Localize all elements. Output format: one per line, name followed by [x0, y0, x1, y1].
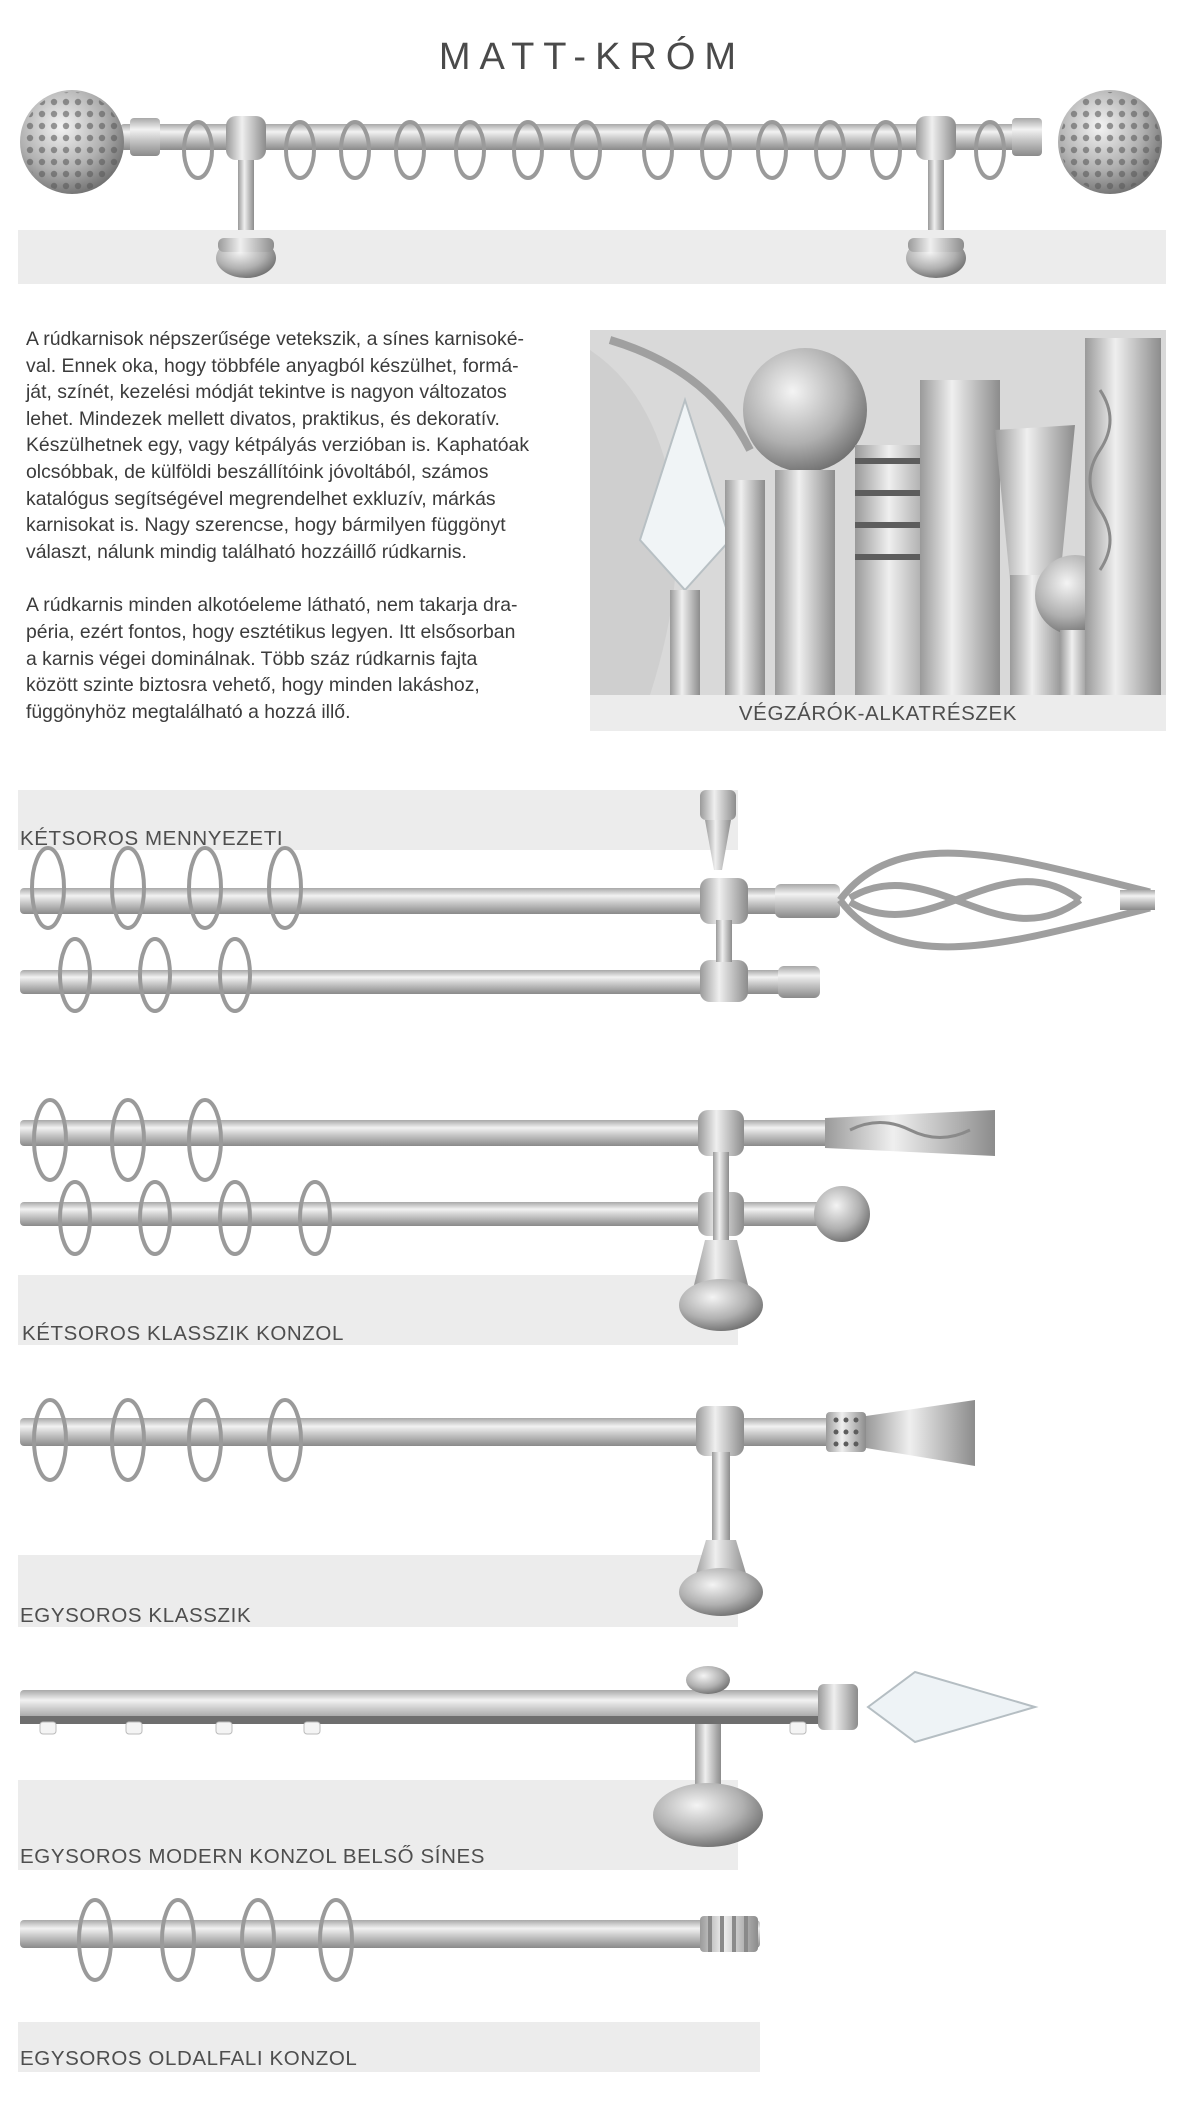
section-label-ketsoros-klasszik-konzol: KÉTSOROS KLASSZIK KONZOL — [22, 1322, 344, 1345]
hero-rod-image — [0, 0, 1184, 300]
section-label-egysoros-klasszik: EGYSOROS KLASSZIK — [20, 1604, 252, 1627]
intro-paragraph-2: A rúdkarnis minden alkotóeleme látható, nem takarja dra-péria, ezért fontos, hogy esztétikus legyen. Itt elsősorban a karnis végei dominálnak. Több száz rúdkarnis fajta között szinte biztosra vehető, hogy minden lakáshoz, függönyhöz megtalálható a hozzá illő. — [26, 594, 518, 723]
egysoros-modern-konzol-image — [0, 1660, 1184, 1860]
ketsoros-mennyezeti-image — [0, 780, 1184, 1030]
section-label-egysoros-modern-konzol: EGYSOROS MODERN KONZOL BELSŐ SÍNES — [20, 1845, 486, 1868]
intro-paragraph-1: A rúdkarnisok népszerűsége vetekszik, a sínes karnisoké-val. Ennek oka, hogy többféle anyagból készülhet, formá-ját, színét, kezelési módját tekintve is nagyon változatos lehet. Mindezek mellett divatos, praktikus, és dekoratív. Készülhetnek egy, vagy kétpályás verzióban is. Kaphatóak olcsóbbak, de külföldi beszállítóink jóvoltából, számos katalógus segítségével megrendelhet exkluzív, márkás karnisokat is. Nagy szerencse, hogy bármilyen függönyt választ, nálunk mindig található hozzáillő rúdkarnis. — [26, 328, 530, 563]
parts-caption: VÉGZÁRÓK-ALKATRÉSZEK — [590, 695, 1166, 731]
egysoros-oldalfali-konzol-image — [0, 1890, 1184, 2010]
parts-image — [590, 330, 1166, 695]
page-title: MATT-KRÓM — [438, 36, 746, 78]
section-label-ketsoros-mennyezeti: KÉTSOROS MENNYEZETI — [20, 827, 284, 850]
ketsoros-klasszik-konzol-image — [0, 1080, 1184, 1340]
egysoros-klasszik-image — [0, 1380, 1184, 1620]
section-label-egysoros-oldalfali-konzol: EGYSOROS OLDALFALI KONZOL — [20, 2047, 358, 2070]
intro-text — [26, 326, 531, 752]
